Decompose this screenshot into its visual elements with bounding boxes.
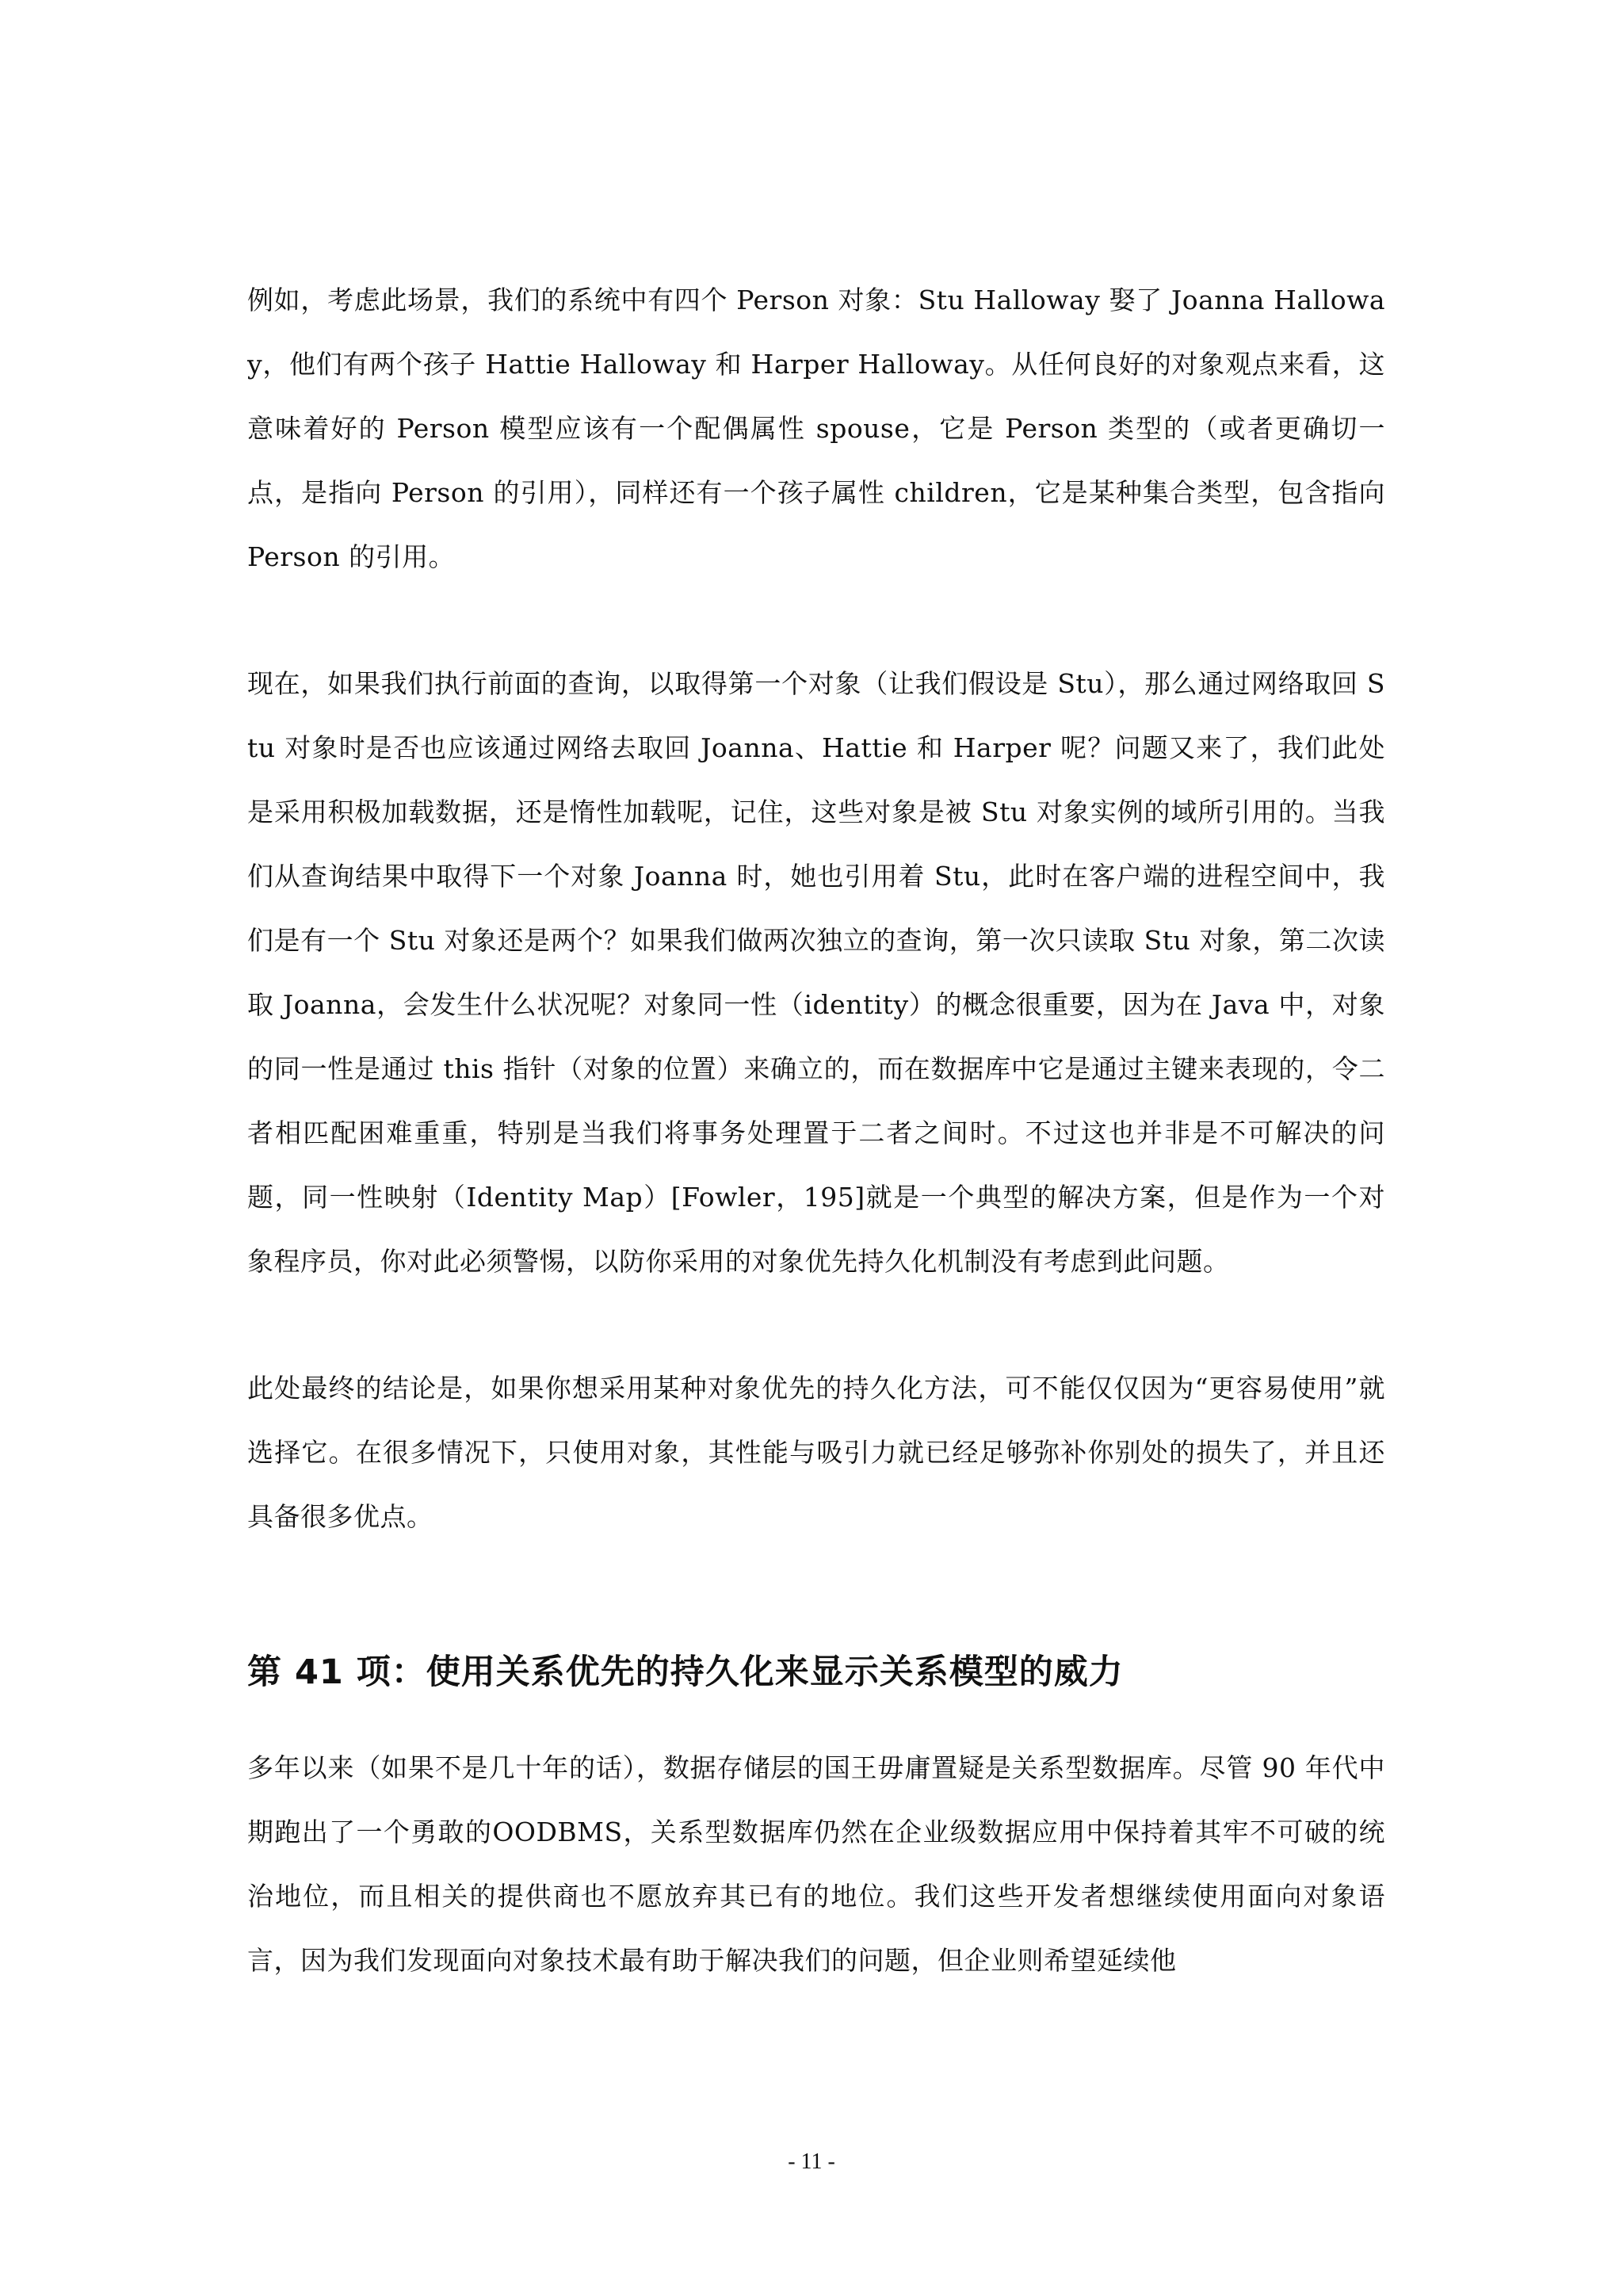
page-number: - 11 - xyxy=(788,2149,835,2174)
paragraph-eager-lazy-loading: 现在，如果我们执行前面的查询，以取得第一个对象（让我们假设是 Stu），那么通过网络取回 Stu 对象时是否也应该通过网络去取回 Joanna、Hattie 和 Harper 呢？问题又来了，我们此处是采用积极加载数据，还是惰性加载呢，记住，这些对象是被 Stu 对象实例的域所引用的。当我们从查询结果中取得下一个对象 Joanna 时，她也引用着 Stu，此时在客户端的进程空间中，我们是有一个 Stu 对象还是两个？如果我们做两次独立的查询，第一次只读取 Stu 对象，第二次读取 Joanna，会发生什么状况呢？对象同一性（identity）的概念很重要，因为在 Java 中，对象的同一性是通过 this 指针（对象的位置）来确立的，而在数据库中它是通过主键来表现的，令二者相匹配困难重重，特别是当我们将事务处理置于二者之间时。不过这也并非是不可解决的问题，同一性映射（Identity Map）[Fowler，195]就是一个典型的解决方案，但是作为一个对象程序员，你对此必须警惕，以防你采用的对象优先持久化机制没有考虑到此问题。 xyxy=(247,668,1385,1277)
paragraph-relational-database: 多年以来（如果不是几十年的话），数据存储层的国王毋庸置疑是关系型数据库。尽管 90 年代中期跑出了一个勇敢的OODBMS，关系型数据库仍然在企业级数据应用中保持着其牢不可破的统治地位，而且相关的提供商也不愿放弃其已有的地位。我们这些开发者想继续使用面向对象语言，因为我们发现面向对象技术最有助于解决我们的问题，但企业则希望延续他 xyxy=(247,1752,1385,1976)
paragraph-conclusion: 此处最终的结论是，如果你想采用某种对象优先的持久化方法，可不能仅仅因为“更容易使用”就选择它。在很多情况下，只使用对象，其性能与吸引力就已经足够弥补你别处的损失了，并且还具备很多优点。 xyxy=(247,1373,1385,1532)
section-heading: 第 41 项：使用关系优先的持久化来显示关系模型的威力 xyxy=(247,1652,1124,1692)
page-body xyxy=(247,268,1385,1992)
paragraph-person-objects: 例如，考虑此场景，我们的系统中有四个 Person 对象：Stu Halloway 娶了 Joanna Halloway，他们有两个孩子 Hattie Halloway 和 Harper Halloway。从任何良好的对象观点来看，这意味着好的 Person 模型应该有一个配偶属性 spouse，它是 Person 类型的（或者更确切一点，是指向 Person 的引用），同样还有一个孩子属性 children，它是某种集合类型，包含指向 Person 的引用。 xyxy=(247,285,1385,572)
